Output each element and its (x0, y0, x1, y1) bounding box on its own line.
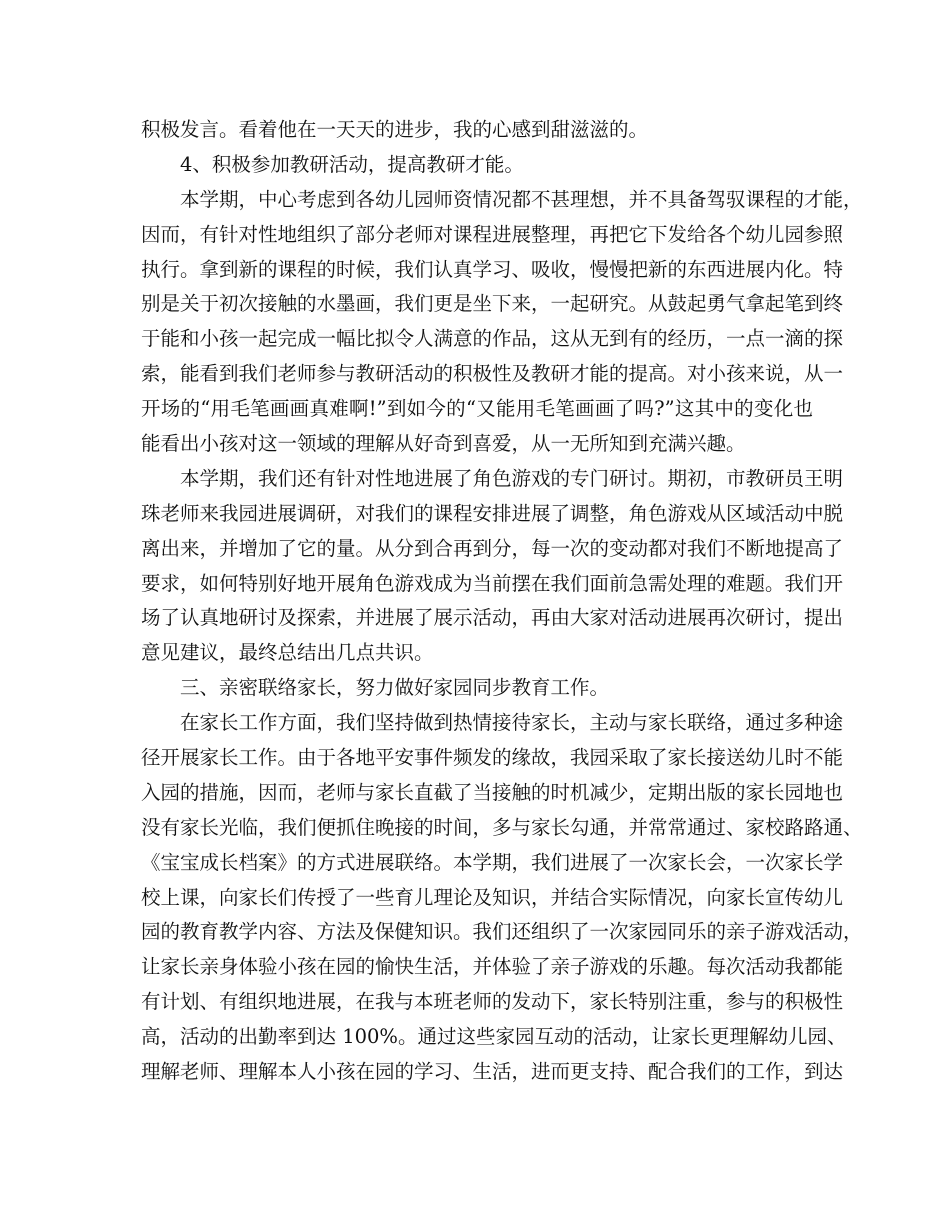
text-line: 能看出小孩对这一领域的理解从好奇到喜爱，从一无所知到充满兴趣。 (141, 432, 746, 456)
text-line: 别是关于初次接触的水墨画，我们更是坐下来，一起研究。从鼓起勇气拿起笔到终 (141, 292, 844, 316)
text-line: 径开展家长工作。由于各地平安事件频发的缘故，我园采取了家长接送幼儿时不能 (141, 746, 844, 770)
text-line: 场了认真地研讨及探索，并进展了展示活动，再由大家对活动进展再次研讨，提出 (141, 606, 844, 630)
document-body (141, 113, 863, 1090)
text-line: 本学期，中心考虑到各幼儿园师资情况都不甚理想，并不具备驾驭课程的才能， (180, 187, 863, 211)
text-line: 索，能看到我们老师参与教研活动的积极性及教研才能的提高。对小孩来说，从一 (141, 362, 844, 386)
text-line: 让家长亲身体验小孩在园的愉快生活，并体验了亲子游戏的乐趣。每次活动我都能 (141, 955, 844, 979)
text-line: 高，活动的出勤率到达 100%。通过这些家园互动的活动，让家长更理解幼儿园、 (141, 1025, 847, 1049)
text-line: 珠老师来我园进展调研，对我们的课程安排进展了调整，角色游戏从区域活动中脱 (141, 501, 844, 525)
text-line: 入园的措施，因而，老师与家长直截了当接触的时机减少，定期出版的家长园地也 (141, 780, 844, 804)
text-line: 没有家长光临，我们便抓住晚接的时间，多与家长勾通，并常常通过、家校路路通、 (141, 815, 863, 839)
text-line: 《宝宝成长档案》的方式进展联络。本学期，我们进展了一次家长会，一次家长学 (141, 850, 844, 874)
text-line: 要求，如何特别好地开展角色游戏成为当前摆在我们面前急需处理的难题。我们开 (141, 571, 844, 595)
text-line: 离出来，并增加了它的量。从分到合再到分，每一次的变动都对我们不断地提高了 (141, 536, 844, 560)
text-line: 执行。拿到新的课程的时候，我们认真学习、吸收，慢慢把新的东西进展内化。特 (141, 257, 844, 281)
text-line: 理解老师、理解本人小孩在园的学习、生活，进而更支持、配合我们的工作，到达 (141, 1060, 844, 1084)
text-line: 因而，有针对性地组织了部分老师对课程进展整理，再把它下发给各个幼儿园参照 (141, 222, 844, 246)
text-line: 开场的“用毛笔画画真难啊!”到如今的“又能用毛笔画画了吗?”这其中的变化也 (141, 397, 813, 421)
text-line: 在家长工作方面，我们坚持做到热情接待家长，主动与家长联络，通过多种途 (180, 711, 844, 735)
text-line: 积极发言。看着他在一天天的进步，我的心感到甜滋滋的。 (141, 118, 649, 141)
text-line: 4、积极参加教研活动，提高教研才能。 (180, 152, 524, 176)
text-line: 园的教育教学内容、方法及保健知识。我们还组织了一次家园同乐的亲子游戏活动， (141, 920, 863, 944)
text-line: 三、亲密联络家长，努力做好家园同步教育工作。 (180, 676, 610, 700)
text-line: 于能和小孩一起完成一幅比拟令人满意的作品，这从无到有的经历，一点一滴的探 (141, 327, 844, 351)
text-line: 意见建议，最终总结出几点共识。 (141, 641, 434, 665)
text-line: 本学期，我们还有针对性地进展了角色游戏的专门研讨。期初，市教研员王明 (180, 466, 844, 490)
text-line: 有计划、有组织地进展，在我与本班老师的发动下，家长特别注重，参与的积极性 (141, 990, 844, 1014)
text-line: 校上课，向家长们传授了一些育儿理论及知识，并结合实际情况，向家长宣传幼儿 (141, 885, 844, 909)
